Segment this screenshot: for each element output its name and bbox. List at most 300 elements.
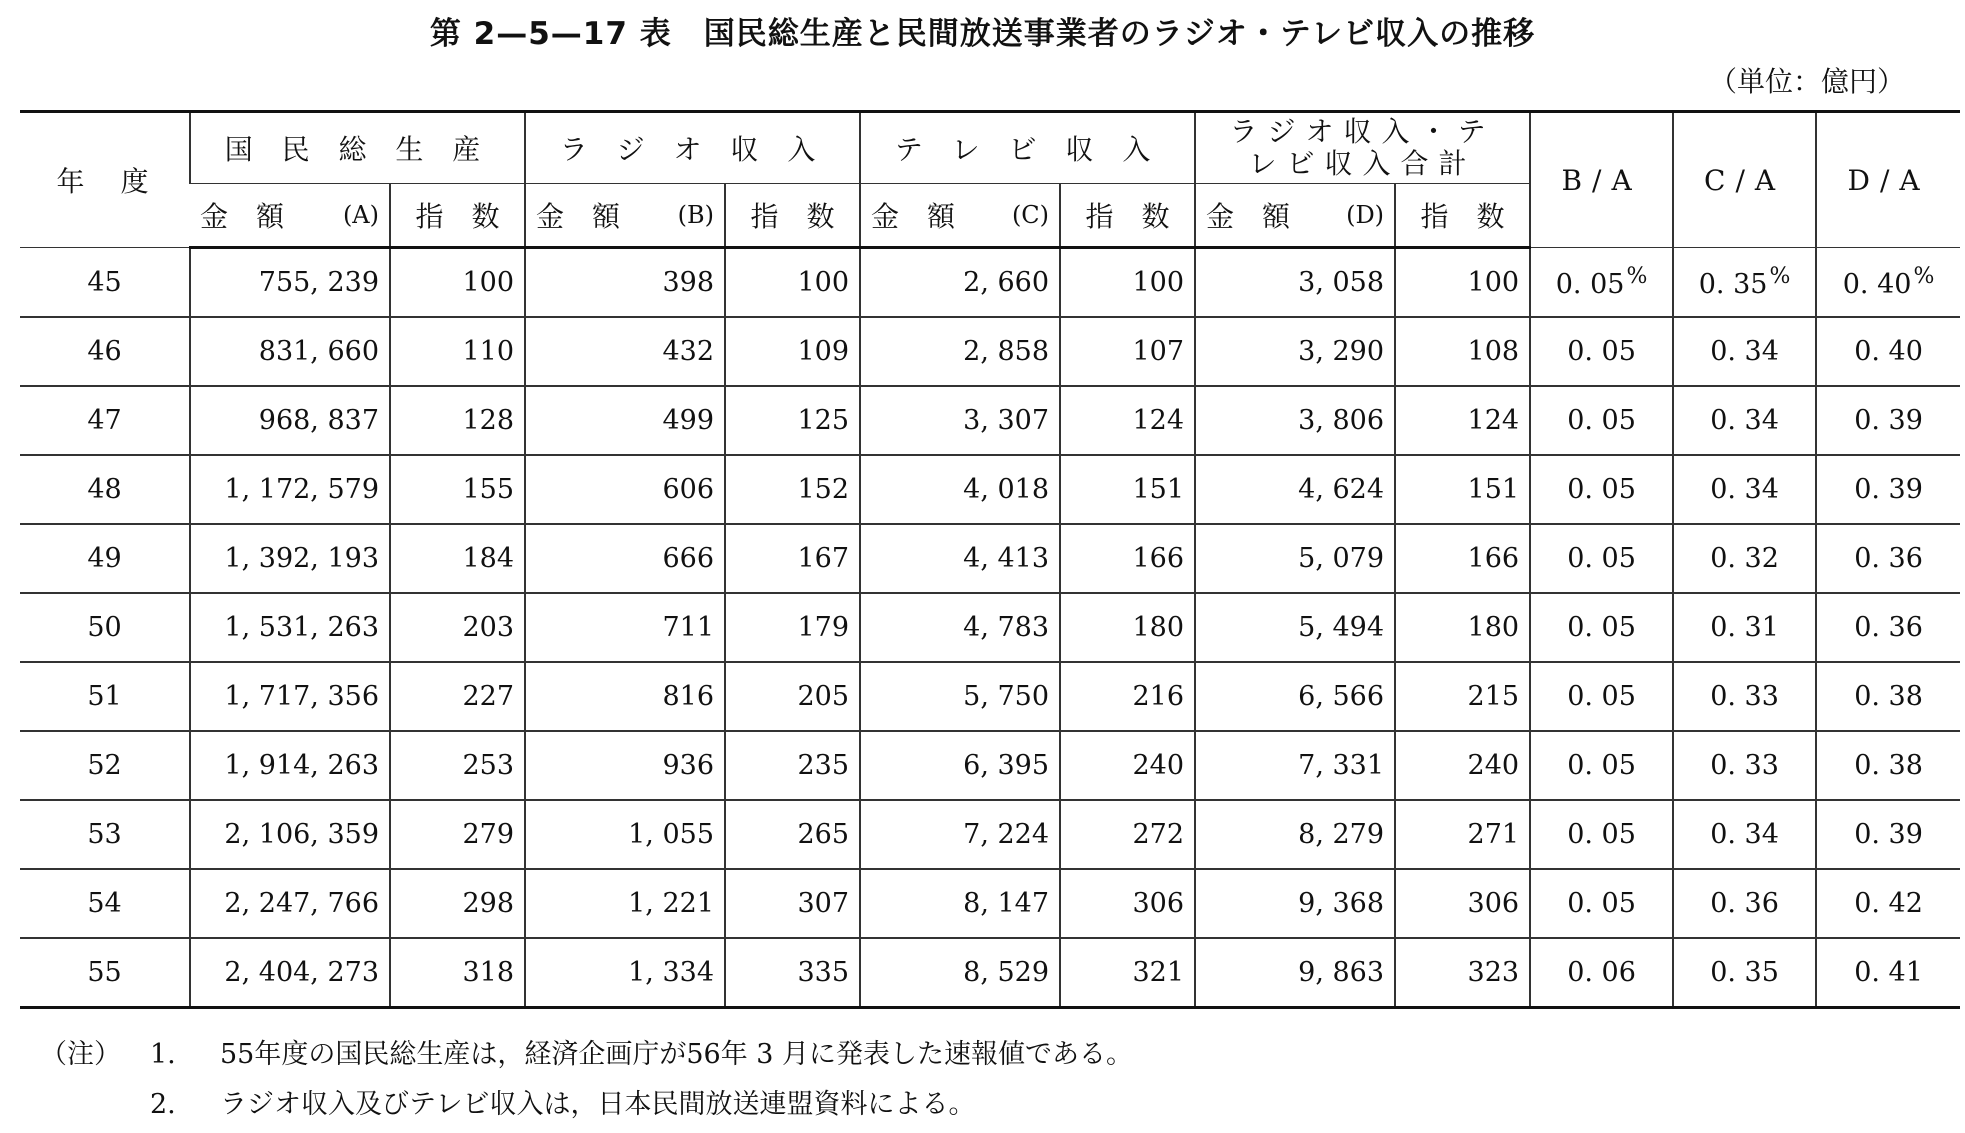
cell-total-index <box>1395 248 1530 318</box>
cell-year-value: 51 <box>87 681 122 712</box>
cell-radio-index-value: 265 <box>797 819 850 850</box>
cell-tv-index <box>1060 317 1195 386</box>
cell-tv-amount <box>860 455 1060 524</box>
cell-ratio-ba-value: 0. 05 <box>1555 269 1625 300</box>
cell-ratio-ca <box>1673 524 1816 593</box>
cell-tv-index-value: 124 <box>1132 405 1185 436</box>
unit-label: （単位：億円） <box>1708 65 1905 98</box>
cell-tv-amount <box>860 317 1060 386</box>
table-row <box>20 317 1960 386</box>
cell-total-amount-value: 4, 624 <box>1298 474 1385 505</box>
cell-gnp-index <box>390 248 525 318</box>
cell-gnp-amount-value: 1, 914, 263 <box>224 750 379 781</box>
cell-ratio-da-value: 0. 40 <box>1842 269 1912 300</box>
cell-total-amount <box>1195 455 1395 524</box>
note-number: 2. <box>150 1089 176 1120</box>
cell-gnp-amount <box>190 800 390 869</box>
mark-c: (C) <box>1011 201 1050 229</box>
cell-ratio-ba <box>1530 800 1673 869</box>
cell-tv-amount-value: 4, 413 <box>963 543 1050 574</box>
cell-ratio-ca <box>1673 593 1816 662</box>
cell-ratio-da <box>1816 662 1960 731</box>
cell-gnp-amount <box>190 317 390 386</box>
header-combined-line2: レビ収入合計 <box>1248 147 1477 180</box>
cell-ratio-ca-value: 0. 34 <box>1710 819 1779 850</box>
cell-gnp-amount-value: 2, 247, 766 <box>224 888 379 919</box>
note-row <box>40 1030 1133 1080</box>
note-text: ラジオ収入及びテレビ収入は，日本民間放送連盟資料による。 <box>220 1089 976 1120</box>
cell-gnp-index <box>390 662 525 731</box>
cell-year-value: 46 <box>87 336 122 367</box>
cell-gnp-amount-value: 1, 172, 579 <box>224 474 379 505</box>
table-row <box>20 662 1960 731</box>
header-gnp: 国 民 総 生 産 <box>190 112 525 184</box>
cell-radio-amount-value: 936 <box>662 750 715 781</box>
cell-total-index <box>1395 731 1530 800</box>
cell-radio-index <box>725 524 860 593</box>
cell-radio-index <box>725 593 860 662</box>
cell-ratio-ba-value: 0. 05 <box>1567 750 1636 781</box>
cell-ratio-ca-value: 0. 34 <box>1710 474 1779 505</box>
cell-total-amount <box>1195 524 1395 593</box>
cell-tv-amount <box>860 593 1060 662</box>
cell-ratio-ca-value: 0. 36 <box>1710 888 1779 919</box>
cell-gnp-index <box>390 455 525 524</box>
cell-tv-index <box>1060 455 1195 524</box>
cell-tv-index <box>1060 800 1195 869</box>
cell-radio-amount-value: 1, 334 <box>628 957 715 988</box>
cell-radio-index-value: 205 <box>797 681 850 712</box>
cell-gnp-amount-value: 968, 837 <box>258 405 379 436</box>
cell-year <box>20 524 190 593</box>
header-combined-line1: ラジオ収入・テ <box>1229 115 1496 148</box>
cell-gnp-index-value: 253 <box>462 750 515 781</box>
cell-ratio-ba <box>1530 938 1673 1008</box>
cell-gnp-index-value: 110 <box>462 336 515 367</box>
cell-year <box>20 869 190 938</box>
cell-year-value: 53 <box>87 819 122 850</box>
cell-tv-amount-value: 2, 858 <box>963 336 1050 367</box>
cell-ratio-ca <box>1673 731 1816 800</box>
cell-radio-index-value: 167 <box>797 543 850 574</box>
table-row <box>20 248 1960 318</box>
header-combined <box>1195 112 1530 184</box>
cell-tv-amount-value: 5, 750 <box>963 681 1050 712</box>
cell-radio-amount-value: 1, 221 <box>628 888 715 919</box>
cell-radio-amount <box>525 593 725 662</box>
cell-total-index-value: 108 <box>1467 336 1520 367</box>
table-row <box>20 455 1960 524</box>
cell-tv-amount-value: 4, 018 <box>963 474 1050 505</box>
cell-gnp-index <box>390 317 525 386</box>
cell-radio-amount <box>525 869 725 938</box>
cell-radio-amount <box>525 524 725 593</box>
cell-tv-index <box>1060 593 1195 662</box>
cell-radio-amount-value: 666 <box>662 543 715 574</box>
cell-ratio-ca <box>1673 869 1816 938</box>
cell-ratio-ca-value: 0. 32 <box>1710 543 1779 574</box>
cell-radio-amount-value: 432 <box>662 336 715 367</box>
cell-total-amount-value: 3, 290 <box>1298 336 1385 367</box>
cell-radio-index <box>725 938 860 1008</box>
cell-gnp-amount <box>190 248 390 318</box>
table-row <box>20 524 1960 593</box>
data-table <box>20 110 1960 1009</box>
cell-total-amount <box>1195 248 1395 318</box>
cell-ratio-ca-value: 0. 34 <box>1710 336 1779 367</box>
cell-total-amount <box>1195 938 1395 1008</box>
cell-total-amount <box>1195 593 1395 662</box>
cell-total-amount <box>1195 869 1395 938</box>
cell-ratio-ba-value: 0. 05 <box>1567 543 1636 574</box>
cell-gnp-index-value: 298 <box>462 888 515 919</box>
amount-label: 金 額 <box>200 200 285 233</box>
table-row <box>20 731 1960 800</box>
notes <box>40 1030 1133 1130</box>
cell-radio-amount-value: 606 <box>662 474 715 505</box>
cell-tv-amount-value: 6, 395 <box>963 750 1050 781</box>
cell-ratio-ca-value: 0. 33 <box>1710 750 1779 781</box>
cell-gnp-amount-value: 2, 106, 359 <box>224 819 379 850</box>
cell-total-index-value: 271 <box>1467 819 1520 850</box>
cell-radio-amount <box>525 800 725 869</box>
cell-tv-index-value: 321 <box>1132 957 1185 988</box>
cell-ratio-ca-value: 0. 35 <box>1698 269 1768 300</box>
cell-ratio-ba <box>1530 455 1673 524</box>
cell-total-amount-value: 9, 863 <box>1298 957 1385 988</box>
cell-gnp-amount <box>190 593 390 662</box>
cell-ratio-da-value: 0. 39 <box>1854 819 1923 850</box>
header-gnp-amount <box>190 184 390 248</box>
cell-tv-index-value: 100 <box>1132 267 1185 298</box>
cell-gnp-index <box>390 524 525 593</box>
cell-ratio-da <box>1816 800 1960 869</box>
cell-year <box>20 662 190 731</box>
cell-radio-amount <box>525 662 725 731</box>
cell-radio-index-value: 179 <box>797 612 850 643</box>
cell-radio-amount-value: 816 <box>662 681 715 712</box>
cell-total-amount-value: 6, 566 <box>1298 681 1385 712</box>
cell-tv-index-value: 306 <box>1132 888 1185 919</box>
cell-ratio-ba-value: 0. 05 <box>1567 888 1636 919</box>
note-number: 1. <box>150 1039 176 1070</box>
cell-total-amount <box>1195 731 1395 800</box>
cell-radio-amount <box>525 386 725 455</box>
cell-ratio-da <box>1816 938 1960 1008</box>
cell-ratio-ba-value: 0. 05 <box>1567 681 1636 712</box>
cell-ratio-ca-value: 0. 35 <box>1710 957 1779 988</box>
cell-ratio-da <box>1816 455 1960 524</box>
cell-radio-amount <box>525 248 725 318</box>
header-ratio-da: D/A <box>1816 112 1960 248</box>
cell-ratio-ca <box>1673 662 1816 731</box>
cell-total-amount-value: 3, 058 <box>1298 267 1385 298</box>
cell-tv-amount-value: 3, 307 <box>963 405 1050 436</box>
cell-ratio-ca <box>1673 800 1816 869</box>
cell-year <box>20 938 190 1008</box>
cell-ratio-da-value: 0. 38 <box>1854 681 1923 712</box>
header-tv-amount <box>860 184 1060 248</box>
cell-total-index-value: 151 <box>1467 474 1520 505</box>
cell-ratio-da-value: 0. 38 <box>1854 750 1923 781</box>
cell-ratio-ca <box>1673 248 1816 318</box>
cell-gnp-amount <box>190 524 390 593</box>
cell-gnp-amount-value: 831, 660 <box>258 336 379 367</box>
cell-ratio-ca <box>1673 386 1816 455</box>
cell-total-amount <box>1195 800 1395 869</box>
cell-radio-amount-value: 711 <box>662 612 715 643</box>
cell-gnp-index <box>390 869 525 938</box>
cell-ratio-ba-value: 0. 05 <box>1567 474 1636 505</box>
cell-ratio-ba-value: 0. 05 <box>1567 612 1636 643</box>
cell-radio-index-value: 152 <box>797 474 850 505</box>
cell-gnp-amount <box>190 455 390 524</box>
cell-year-value: 50 <box>87 612 122 643</box>
cell-year-value: 49 <box>87 543 122 574</box>
cell-tv-amount <box>860 386 1060 455</box>
cell-total-index-value: 323 <box>1467 957 1520 988</box>
header-gnp-index: 指 数 <box>390 184 525 248</box>
cell-radio-amount-value: 1, 055 <box>628 819 715 850</box>
cell-total-amount-value: 5, 079 <box>1298 543 1385 574</box>
cell-ratio-ba <box>1530 662 1673 731</box>
header-total-index: 指 数 <box>1395 184 1530 248</box>
cell-year <box>20 317 190 386</box>
cell-tv-index <box>1060 869 1195 938</box>
cell-ratio-da <box>1816 248 1960 318</box>
cell-radio-amount <box>525 731 725 800</box>
cell-year <box>20 455 190 524</box>
cell-gnp-amount <box>190 386 390 455</box>
mark-a: (A) <box>342 201 379 229</box>
cell-total-amount-value: 3, 806 <box>1298 405 1385 436</box>
cell-ratio-da <box>1816 869 1960 938</box>
cell-tv-index-value: 180 <box>1132 612 1185 643</box>
cell-ratio-da <box>1816 386 1960 455</box>
cell-gnp-index-value: 100 <box>462 267 515 298</box>
cell-year-value: 55 <box>87 957 122 988</box>
cell-radio-index <box>725 386 860 455</box>
cell-ratio-ba <box>1530 869 1673 938</box>
cell-year-value: 54 <box>87 888 122 919</box>
cell-gnp-amount-value: 2, 404, 273 <box>224 957 379 988</box>
cell-total-index-value: 240 <box>1467 750 1520 781</box>
cell-tv-index <box>1060 386 1195 455</box>
cell-year <box>20 800 190 869</box>
cell-year <box>20 731 190 800</box>
cell-gnp-amount <box>190 662 390 731</box>
cell-year-value: 45 <box>87 266 122 298</box>
cell-tv-amount-value: 7, 224 <box>963 819 1050 850</box>
cell-radio-index-value: 307 <box>797 888 850 919</box>
header-tv-index: 指 数 <box>1060 184 1195 248</box>
cell-year <box>20 248 190 318</box>
cell-year-value: 47 <box>87 405 122 436</box>
cell-gnp-index-value: 318 <box>462 957 515 988</box>
header-radio: ラ ジ オ 収 入 <box>525 112 860 184</box>
cell-tv-index-value: 166 <box>1132 543 1185 574</box>
cell-year <box>20 593 190 662</box>
cell-gnp-amount <box>190 938 390 1008</box>
cell-ratio-da-value: 0. 42 <box>1854 888 1923 919</box>
cell-ratio-da <box>1816 317 1960 386</box>
cell-tv-index <box>1060 662 1195 731</box>
cell-tv-amount <box>860 248 1060 318</box>
cell-total-index <box>1395 524 1530 593</box>
cell-tv-amount <box>860 662 1060 731</box>
cell-total-index <box>1395 800 1530 869</box>
cell-total-index-value: 215 <box>1467 681 1520 712</box>
cell-gnp-amount-value: 1, 531, 263 <box>224 612 379 643</box>
cell-ratio-ba <box>1530 524 1673 593</box>
cell-total-index <box>1395 938 1530 1008</box>
amount-label: 金 額 <box>536 200 621 233</box>
cell-total-index <box>1395 662 1530 731</box>
cell-total-amount-value: 7, 331 <box>1298 750 1385 781</box>
cell-ratio-ca-value: 0. 33 <box>1710 681 1779 712</box>
cell-total-index-value: 166 <box>1467 543 1520 574</box>
cell-tv-index-value: 272 <box>1132 819 1185 850</box>
cell-gnp-amount-value: 1, 717, 356 <box>224 681 379 712</box>
note-row <box>40 1080 1133 1130</box>
amount-label: 金 額 <box>871 200 956 233</box>
cell-gnp-index <box>390 386 525 455</box>
cell-ratio-da-value: 0. 40 <box>1854 336 1923 367</box>
percent-mark: % <box>1626 264 1648 289</box>
cell-tv-index <box>1060 248 1195 318</box>
cell-tv-amount <box>860 938 1060 1008</box>
cell-radio-amount-value: 398 <box>662 267 715 298</box>
percent-mark: % <box>1769 264 1791 289</box>
mark-b: (B) <box>677 201 715 229</box>
cell-total-index <box>1395 317 1530 386</box>
cell-radio-index-value: 100 <box>797 267 850 298</box>
cell-total-index-value: 100 <box>1467 267 1520 298</box>
cell-gnp-index <box>390 593 525 662</box>
table-row <box>20 593 1960 662</box>
cell-radio-index <box>725 662 860 731</box>
cell-year <box>20 386 190 455</box>
cell-ratio-ba <box>1530 248 1673 318</box>
cell-total-index-value: 180 <box>1467 612 1520 643</box>
cell-gnp-index <box>390 731 525 800</box>
cell-gnp-index-value: 128 <box>462 405 515 436</box>
cell-gnp-amount <box>190 869 390 938</box>
table-row <box>20 938 1960 1008</box>
cell-ratio-ba <box>1530 386 1673 455</box>
cell-ratio-da-value: 0. 39 <box>1854 474 1923 505</box>
cell-ratio-da <box>1816 731 1960 800</box>
cell-tv-amount-value: 4, 783 <box>963 612 1050 643</box>
cell-tv-index <box>1060 524 1195 593</box>
cell-ratio-ba <box>1530 317 1673 386</box>
cell-gnp-index-value: 203 <box>462 612 515 643</box>
amount-label: 金 額 <box>1206 200 1291 233</box>
cell-ratio-ca-value: 0. 31 <box>1710 612 1779 643</box>
cell-tv-amount-value: 8, 529 <box>963 957 1050 988</box>
cell-radio-amount-value: 499 <box>662 405 715 436</box>
table-row <box>20 800 1960 869</box>
cell-tv-index-value: 151 <box>1132 474 1185 505</box>
cell-tv-amount <box>860 800 1060 869</box>
cell-tv-amount-value: 8, 147 <box>963 888 1050 919</box>
cell-radio-index <box>725 869 860 938</box>
cell-radio-index-value: 235 <box>797 750 850 781</box>
table-row <box>20 386 1960 455</box>
cell-gnp-amount <box>190 731 390 800</box>
cell-radio-index <box>725 731 860 800</box>
cell-ratio-da <box>1816 524 1960 593</box>
table-title: 第 2—5—17 表 国民総生産と民間放送事業者のラジオ・テレビ収入の推移 <box>429 16 1536 52</box>
cell-tv-amount <box>860 524 1060 593</box>
cell-total-index <box>1395 386 1530 455</box>
cell-year-value: 52 <box>87 750 122 781</box>
cell-ratio-da-value: 0. 39 <box>1854 405 1923 436</box>
table-row <box>20 869 1960 938</box>
cell-radio-index-value: 125 <box>797 405 850 436</box>
cell-gnp-index <box>390 800 525 869</box>
cell-ratio-ca <box>1673 455 1816 524</box>
percent-mark: % <box>1913 264 1935 289</box>
note-lead: （注） <box>40 1039 121 1070</box>
cell-total-amount <box>1195 317 1395 386</box>
header-tv: テ レ ビ 収 入 <box>860 112 1195 184</box>
cell-radio-index-value: 335 <box>797 957 850 988</box>
cell-gnp-index-value: 155 <box>462 474 515 505</box>
cell-radio-amount <box>525 317 725 386</box>
cell-gnp-index <box>390 938 525 1008</box>
cell-gnp-amount-value: 755, 239 <box>258 267 379 298</box>
cell-ratio-da-value: 0. 36 <box>1854 612 1923 643</box>
mark-d: (D) <box>1346 201 1385 229</box>
cell-tv-index <box>1060 731 1195 800</box>
cell-radio-amount <box>525 938 725 1008</box>
cell-radio-index <box>725 455 860 524</box>
cell-tv-amount <box>860 869 1060 938</box>
cell-ratio-da-value: 0. 36 <box>1854 543 1923 574</box>
cell-radio-index <box>725 248 860 318</box>
cell-ratio-ca <box>1673 938 1816 1008</box>
cell-total-amount-value: 8, 279 <box>1298 819 1385 850</box>
cell-gnp-index-value: 227 <box>462 681 515 712</box>
cell-radio-amount <box>525 455 725 524</box>
header-radio-index: 指 数 <box>725 184 860 248</box>
cell-total-index-value: 306 <box>1467 888 1520 919</box>
cell-radio-index-value: 109 <box>797 336 850 367</box>
cell-total-index <box>1395 455 1530 524</box>
cell-ratio-ba-value: 0. 06 <box>1567 957 1636 988</box>
cell-ratio-ca-value: 0. 34 <box>1710 405 1779 436</box>
cell-total-amount-value: 5, 494 <box>1298 612 1385 643</box>
cell-total-index <box>1395 869 1530 938</box>
cell-radio-index <box>725 317 860 386</box>
cell-tv-index-value: 216 <box>1132 681 1185 712</box>
cell-total-index-value: 124 <box>1467 405 1520 436</box>
note-text: 55年度の国民総生産は，経済企画庁が56年 3 月に発表した速報値である。 <box>220 1039 1134 1070</box>
cell-gnp-index-value: 279 <box>462 819 515 850</box>
cell-ratio-da <box>1816 593 1960 662</box>
cell-gnp-amount-value: 1, 392, 193 <box>224 543 379 574</box>
cell-year-value: 48 <box>87 474 122 505</box>
cell-total-amount <box>1195 662 1395 731</box>
cell-ratio-ba-value: 0. 05 <box>1567 819 1636 850</box>
cell-total-amount-value: 9, 368 <box>1298 888 1385 919</box>
cell-ratio-da-value: 0. 41 <box>1854 957 1923 988</box>
cell-ratio-ca <box>1673 317 1816 386</box>
cell-tv-amount-value: 2, 660 <box>963 267 1050 298</box>
cell-ratio-ba <box>1530 593 1673 662</box>
cell-tv-index-value: 107 <box>1132 336 1185 367</box>
